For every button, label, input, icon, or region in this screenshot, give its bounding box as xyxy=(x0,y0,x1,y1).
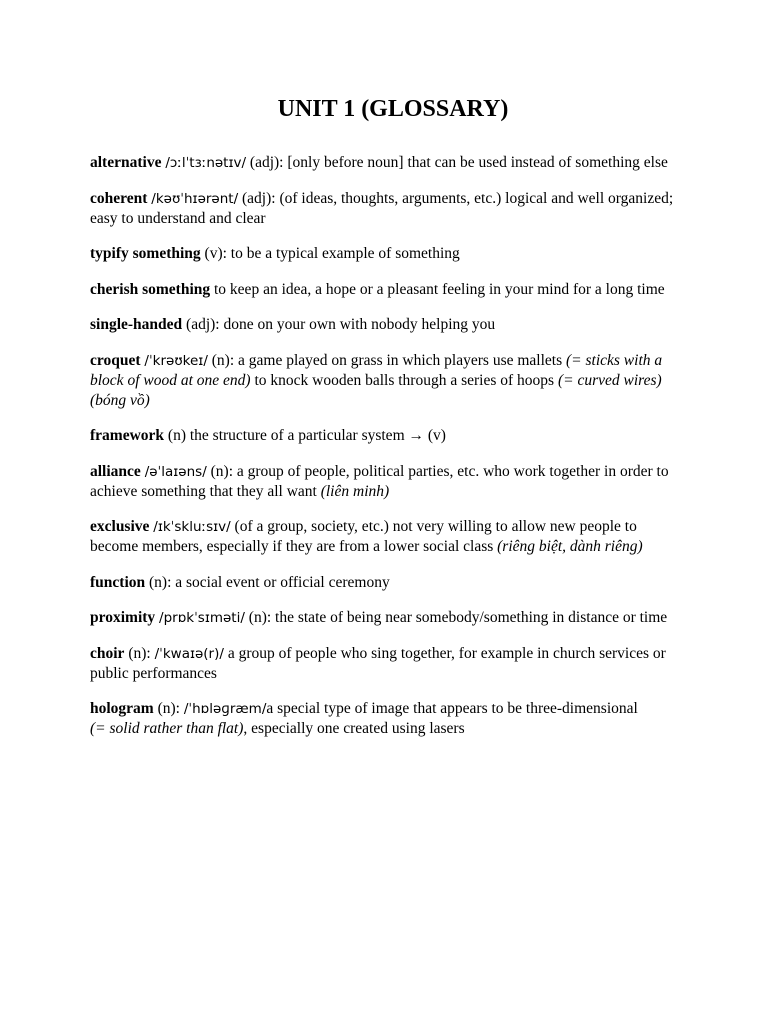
term: coherent xyxy=(90,189,148,207)
pronunciation: /ɪkˈskluːsɪv/ xyxy=(153,519,231,535)
glossary-entry-choir xyxy=(90,644,684,684)
term: proximity xyxy=(90,609,156,626)
definition-continued: , especially one created using lasers xyxy=(243,720,465,737)
definition: (n): a group of people, political parties, etc. who work together in order to achieve something that they all want xyxy=(90,462,669,500)
definition: (adj): [only before noun] that can be used instead of something else xyxy=(249,154,668,171)
term: exclusive xyxy=(90,518,150,535)
term: cherish something xyxy=(90,280,211,298)
glossary-entry-cherish xyxy=(90,280,684,300)
part-of-speech: (n): xyxy=(157,700,180,717)
definition: (n): a game played on grass in which players use mallets xyxy=(211,351,563,369)
glossary-entry-croquet xyxy=(90,351,684,411)
glossary-entry-typify xyxy=(90,244,684,264)
glossary-entry-alliance xyxy=(90,462,684,502)
term: croquet xyxy=(90,351,141,369)
term: single-handed xyxy=(90,316,183,333)
glossary-entry-alternative xyxy=(90,153,684,173)
definition-note: (= solid rather than flat) xyxy=(90,720,244,737)
term: framework xyxy=(90,427,165,444)
translation: (riêng biệt, dành riêng) xyxy=(497,538,643,555)
glossary-entry-coherent xyxy=(90,189,684,229)
definition: (v): to be a typical example of something xyxy=(204,245,460,262)
term: function xyxy=(90,573,146,591)
definition: a special type of image that appears to be three-dimensional xyxy=(266,700,638,717)
term: alliance xyxy=(90,462,141,480)
glossary-entry-framework xyxy=(90,426,684,446)
term: choir xyxy=(90,644,125,662)
definition: (n): a social event or official ceremony xyxy=(149,573,390,591)
term: alternative xyxy=(90,154,162,171)
definition: a group of people who sing together, for example in church services or public performances xyxy=(90,644,666,682)
term: typify something xyxy=(90,245,201,262)
glossary-entry-single-handed xyxy=(90,315,684,335)
definition: to keep an idea, a hope or a pleasant feeling in your mind for a long time xyxy=(214,280,665,298)
pronunciation: /prɒkˈsɪməti/ xyxy=(159,610,245,626)
term: hologram xyxy=(90,700,154,717)
part-of-speech: (n): xyxy=(128,644,151,662)
definition: (n): the state of being near somebody/something in distance or time xyxy=(248,609,668,626)
glossary-entry-function xyxy=(90,573,684,593)
definition: (adj): done on your own with nobody helping you xyxy=(186,316,496,333)
definition-note: (= sticks with a block of wood at one end) xyxy=(90,351,663,389)
pronunciation: /ˈkwaɪə(r)/ xyxy=(154,645,224,662)
pronunciation: /əˈlaɪəns/ xyxy=(144,463,207,480)
definition: (of a group, society, etc.) not very willing to allow new people to become members, especially if they are from a lower social class xyxy=(90,518,637,555)
pronunciation: /kəʊˈhɪərənt/ xyxy=(151,190,239,207)
glossary-entry-proximity xyxy=(90,608,684,628)
translation-note: (= curved wires) (bóng vồ) xyxy=(90,371,662,409)
glossary-entry-exclusive xyxy=(90,517,684,557)
pronunciation: /ˈhɒləɡræm/ xyxy=(183,701,267,717)
glossary-entry-hologram xyxy=(90,699,684,739)
definition: (n) the structure of a particular system → (v) xyxy=(167,427,446,444)
definition-continued: to knock wooden balls through a series of hoops xyxy=(254,371,555,389)
definition: (adj): (of ideas, thoughts, arguments, etc.) logical and well organized; easy to understand and clear xyxy=(90,189,674,227)
page-title: UNIT 1 (GLOSSARY) xyxy=(277,96,509,122)
pronunciation: /ˈkrəʊkeɪ/ xyxy=(144,352,208,369)
pronunciation: /ɔːlˈtɜːnətɪv/ xyxy=(165,155,247,171)
translation: (liên minh) xyxy=(320,482,390,500)
